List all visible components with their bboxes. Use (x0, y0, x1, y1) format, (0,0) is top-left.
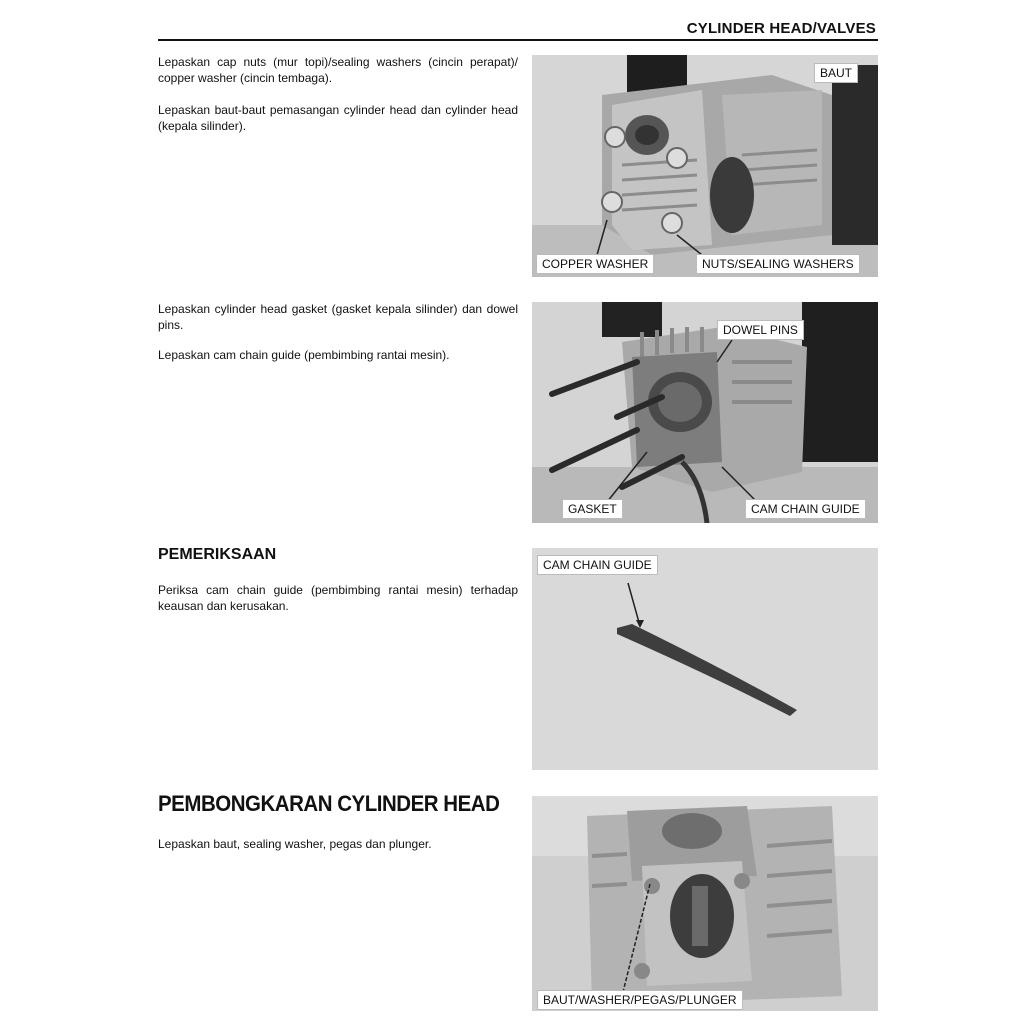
section2-para2: Lepaskan cam chain guide (pembimbing rantai mesin). (158, 348, 450, 362)
label-baut: BAUT (814, 63, 858, 83)
photo-cam-chain-guide (532, 548, 878, 770)
photo-cylinder-head-disassembly (532, 796, 878, 1011)
label-cam-chain-guide: CAM CHAIN GUIDE (745, 499, 866, 519)
section3-para1: Periksa cam chain guide (pembimbing rantai mesin) terhadap keausan dan kerusakan. (158, 583, 518, 613)
label-nuts-sealing-washers: NUTS/SEALING WASHERS (696, 254, 860, 274)
section1-para1: Lepaskan cap nuts (mur topi)/sealing washers (cincin perapat)/ copper washer (cincin tembaga). (158, 55, 518, 85)
label-cam-chain-guide-inspect: CAM CHAIN GUIDE (537, 555, 658, 575)
photo-cylinder-head-removal (532, 55, 878, 277)
photo-gasket-removal (532, 302, 878, 523)
section4-para1: Lepaskan baut, sealing washer, pegas dan plunger. (158, 837, 432, 851)
header-title: CYLINDER HEAD/VALVES (686, 20, 876, 37)
section3-heading: PEMERIKSAAN (158, 546, 277, 563)
engine-gasket-illustration (532, 302, 878, 523)
header-rule (158, 39, 878, 41)
engine-illustration (532, 55, 878, 277)
section1-para2: Lepaskan baut-baut pemasangan cylinder head dan cylinder head (kepala silinder). (158, 103, 518, 133)
label-dowel-pins: DOWEL PINS (717, 320, 804, 340)
cylinder-head-illustration (532, 796, 878, 1011)
section2-para1: Lepaskan cylinder head gasket (gasket kepala silinder) dan dowel pins. (158, 302, 518, 332)
label-copper-washer: COPPER WASHER (536, 254, 654, 274)
label-gasket: GASKET (562, 499, 623, 519)
label-baut-washer-pegas-plunger: BAUT/WASHER/PEGAS/PLUNGER (537, 990, 743, 1010)
section4-heading: PEMBONGKARAN CYLINDER HEAD (158, 791, 500, 816)
cam-chain-guide-illustration (532, 548, 878, 770)
